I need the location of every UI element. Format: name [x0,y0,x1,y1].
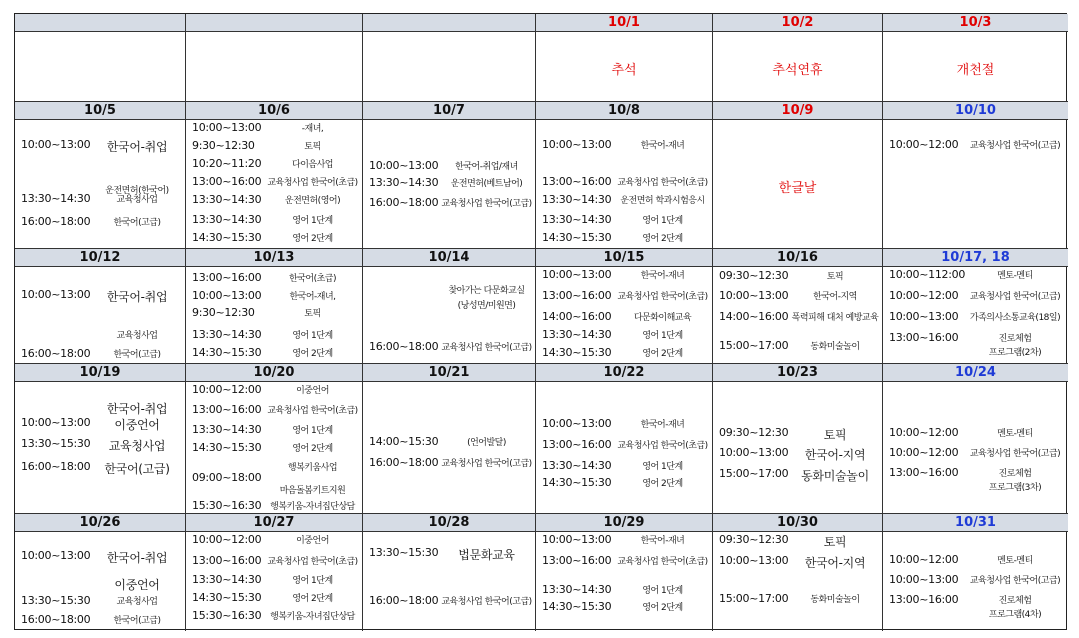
event-time: 13:30~15:30 [369,546,439,559]
day-header: 10/16 [713,249,883,267]
event-name: 교육청사업 한국어(고급) [969,576,1061,586]
event-time: 10:00~112:00 [889,268,966,281]
event-time: 10:00~13:00 [21,138,91,151]
day-header: 10/22 [536,364,713,382]
event-name: 영어 1단계 [292,331,333,341]
day-cell [883,120,1068,249]
day-header: 10/3 [883,14,1068,32]
event-time: 13:00~16:00 [192,554,262,567]
event-time: 13:30~14:30 [21,192,91,205]
event-time: 10:20~11:20 [192,157,262,170]
event-time: 15:00~17:00 [719,339,789,352]
event-time: 10:00~13:00 [21,549,91,562]
event-name: 영어 2단계 [642,349,683,359]
event-time: 09:00~18:00 [192,471,262,484]
event-time: 10:00~13:00 [889,310,959,323]
event-name: 교육청사업 한국어(초급) [267,178,358,188]
event-time: 10:00~13:00 [889,573,959,586]
day-cell [883,267,1068,364]
event-name: 영어 2단계 [292,594,333,604]
day-cell [713,267,883,364]
event-time: 14:00~16:00 [542,310,612,323]
event-name: 한국어-재녀 [640,536,685,546]
event-name: 교육청사업 한국어(초급) [617,292,708,302]
day-header: 10/24 [883,364,1068,382]
day-header: 10/15 [536,249,713,267]
day-header [15,14,186,32]
event-name: 다이음사업 [292,160,333,170]
event-time: 10:00~13:00 [719,289,789,302]
event-time: 13:00~16:00 [889,331,959,344]
event-name: 한국어-지역 [804,448,866,462]
event-time: 13:00~16:00 [192,403,262,416]
event-name: 운전면허(한국어) [105,186,169,196]
event-time: 10:00~12:00 [889,426,959,439]
event-name: 한국어-재녀 [640,420,685,430]
event-time: 13:00~16:00 [889,466,959,479]
event-name: 교육청사업 한국어(고급) [441,597,532,607]
event-time: 10:00~12:00 [889,289,959,302]
day-header: 10/28 [363,514,536,532]
day-header: 10/26 [15,514,186,532]
day-cell [15,267,186,364]
event-name: 프로그램(4차) [988,610,1042,620]
event-name: 한국어(초급) [289,274,336,284]
event-name: 한국어(고급) [113,218,161,228]
event-name: 찾아가는 다문화교실 [448,286,525,296]
day-cell [363,267,536,364]
event-name: 법문화교육 [458,548,515,562]
event-name: 토픽 [304,309,321,319]
event-name: 한국어-재녀 [640,271,685,281]
event-time: 13:30~14:30 [542,213,612,226]
event-name: 진로체험 [998,334,1032,344]
event-name: 교육청사업 한국어(고급) [969,292,1061,302]
event-time: 10:00~13:00 [192,121,262,134]
event-time: 15:00~17:00 [719,592,789,605]
event-time: 16:00~18:00 [369,456,439,469]
day-header: 10/9 [713,102,883,120]
day-header [186,14,363,32]
event-name: 영어 1단계 [642,331,683,341]
event-time: 13:00~16:00 [542,554,612,567]
event-name: (언어발달) [467,438,506,448]
holiday-label: 추석연휴 [772,63,823,78]
event-name: 폭력피해 대처 예방교육 [791,313,879,323]
day-cell [713,120,883,249]
event-time: 15:00~17:00 [719,467,789,480]
event-name: 교육청사업 한국어(초급) [617,178,708,188]
day-cell [536,532,713,631]
day-cell [186,32,363,102]
event-name: 행복키움-자녀집단상담 [270,502,355,512]
day-header: 10/17, 18 [883,249,1068,267]
event-name: 멘토-멘티 [997,271,1033,281]
event-time: 13:00~16:00 [542,175,612,188]
event-time: 10:00~13:00 [21,416,91,429]
event-name: 한국어-취업 [106,402,168,416]
event-name: 한국어-취업 [106,290,168,304]
day-header: 10/31 [883,514,1068,532]
day-cell [363,120,536,249]
event-name: 영어 2단계 [292,234,333,244]
event-time: 14:30~15:30 [542,346,612,359]
event-name: 교육청사업 한국어(고급) [969,449,1061,459]
event-time: 10:00~12:00 [889,553,959,566]
event-name: 교육청사업 [116,195,158,205]
event-name: 다문화이해교육 [633,313,692,323]
event-name: 영어 2단계 [292,444,333,454]
day-header: 10/13 [186,249,363,267]
holiday-label: 한글날 [778,180,817,196]
day-cell [15,532,186,631]
day-cell [883,32,1068,102]
event-name: 동화미술놀이 [810,595,860,605]
event-name: 동화미술놀이 [801,469,869,483]
event-name: 영어 1단계 [292,216,333,226]
event-time: 13:30~15:30 [21,594,91,607]
event-name: 교육청사업 한국어(고급) [441,343,532,353]
event-name: 행복키움사업 [287,463,338,473]
event-time: 10:00~13:00 [542,417,612,430]
event-time: 13:00~16:00 [889,593,959,606]
day-cell [883,382,1068,514]
day-header: 10/7 [363,102,536,120]
event-name: 이중언어 [114,418,160,432]
event-name: 영어 1단계 [292,576,333,586]
event-time: 13:30~14:30 [542,459,612,472]
event-time: 16:00~18:00 [369,340,439,353]
day-cell [15,120,186,249]
event-time: 13:30~14:30 [192,193,262,206]
day-header: 10/21 [363,364,536,382]
event-time: 10:00~13:00 [542,268,612,281]
day-cell [713,32,883,102]
event-time: 13:30~14:30 [542,583,612,596]
event-time: 13:00~16:00 [192,271,262,284]
event-time: 9:30~12:30 [192,139,255,152]
event-name: 교육청사업 [116,597,158,607]
event-time: 16:00~18:00 [369,196,439,209]
day-header: 10/1 [536,14,713,32]
day-header: 10/20 [186,364,363,382]
event-time: 13:30~14:30 [192,213,262,226]
event-time: 10:00~12:00 [192,533,262,546]
event-name: 교육청사업 [108,439,166,453]
event-time: 14:00~15:30 [369,435,439,448]
day-cell [363,532,536,631]
day-cell [536,32,713,102]
day-header: 10/14 [363,249,536,267]
event-name: 가족의사소통교육(18일) [969,313,1061,323]
event-time: 14:00~16:00 [719,310,789,323]
event-time: 10:00~13:00 [542,138,612,151]
event-name: 프로그램(2차) [988,348,1042,358]
event-name: 한국어(고급) [104,462,170,476]
event-name: 이중언어 [296,386,329,396]
event-name: 운전면허 학과시험응시 [620,196,705,206]
event-time: 09:30~12:30 [719,533,789,546]
day-cell [363,32,536,102]
event-name: 교육청사업 한국어(고급) [441,459,532,469]
day-header: 10/5 [15,102,186,120]
event-name: 한국어-재녀, [289,292,336,302]
event-time: 14:30~15:30 [542,600,612,613]
event-time: 09:30~12:30 [719,269,789,282]
day-header: 10/27 [186,514,363,532]
day-cell [713,382,883,514]
day-header: 10/19 [15,364,186,382]
event-name: 토픽 [823,428,847,442]
day-header: 10/10 [883,102,1068,120]
event-time: 16:00~18:00 [21,215,91,228]
day-header: 10/30 [713,514,883,532]
event-name: 마음돌봄키트지원 [279,486,346,496]
day-cell [363,382,536,514]
event-time: 14:30~15:30 [192,441,262,454]
event-time: 10:00~13:00 [719,554,789,567]
event-time: 10:00~12:00 [889,138,959,151]
event-name: 진로체험 [998,596,1032,606]
event-time: 10:00~13:00 [21,288,91,301]
day-cell [15,382,186,514]
event-time: 14:30~15:30 [192,346,262,359]
event-name: 영어 1단계 [642,586,683,596]
event-time: 13:30~14:30 [542,328,612,341]
day-cell [536,382,713,514]
event-time: 16:00~18:00 [21,613,91,626]
event-time: 15:30~16:30 [192,499,262,512]
event-name: 이중언어 [114,578,160,592]
day-cell [536,267,713,364]
event-name: 한국어-취업/재녀 [455,162,518,172]
event-time: 16:00~18:00 [369,594,439,607]
event-time: 10:00~13:00 [369,159,439,172]
event-name: 한국어-재녀 [640,141,685,151]
event-name: 멘토-멘티 [997,556,1033,566]
event-name: 영어 1단계 [292,426,333,436]
event-time: 10:00~12:00 [889,446,959,459]
event-name: 교육청사업 한국어(초급) [617,441,708,451]
event-name: 운전면허(베트남어) [450,179,523,189]
day-header: 10/6 [186,102,363,120]
event-time: 09:30~12:30 [719,426,789,439]
event-time: 13:30~14:30 [192,328,262,341]
day-cell [883,532,1068,631]
day-cell [186,120,363,249]
event-time: 13:00~16:00 [542,289,612,302]
event-name: 토픽 [826,272,844,282]
day-cell [536,120,713,249]
event-time: 13:30~14:30 [192,423,262,436]
event-name: 교육청사업 한국어(초급) [267,406,358,416]
event-name: 프로그램(3차) [988,483,1042,493]
day-cell [186,532,363,631]
event-name: 동화미술놀이 [810,342,860,352]
day-cell [186,267,363,364]
event-time: 16:00~18:00 [21,460,91,473]
event-name: 운전면허(영어) [284,196,341,206]
event-name: 행복키움-자녀집단상담 [270,612,355,622]
event-name: 교육청사업 한국어(고급) [969,141,1061,151]
event-time: 14:30~15:30 [192,231,262,244]
event-name: 한국어-취업 [106,551,168,565]
event-time: 14:30~15:30 [542,476,612,489]
event-name: 이중언어 [296,536,329,546]
event-name: 진로체험 [998,469,1032,479]
event-time: 10:00~13:00 [542,533,612,546]
event-time: 13:30~14:30 [542,193,612,206]
holiday-label: 추석 [611,63,637,78]
event-name: 한국어-지역 [804,556,866,570]
event-name: 토픽 [304,142,321,152]
event-time: 14:30~15:30 [192,591,262,604]
event-time: 10:00~13:00 [719,446,789,459]
event-time: 15:30~16:30 [192,609,262,622]
event-time: 13:00~16:00 [542,438,612,451]
event-name: 한국어-지역 [813,292,857,302]
event-name: (낭성면/미원면) [457,301,516,311]
event-name: 멘토-멘티 [997,429,1033,439]
event-name: 한국어(고급) [113,616,161,626]
day-header: 10/8 [536,102,713,120]
event-name: 영어 1단계 [642,462,683,472]
day-header: 10/2 [713,14,883,32]
event-name: 교육청사업 [116,331,158,341]
event-name: 한국어(고급) [113,350,161,360]
day-header: 10/12 [15,249,186,267]
event-name: 영어 2단계 [292,349,333,359]
day-header: 10/29 [536,514,713,532]
event-name: 교육청사업 한국어(초급) [617,557,708,567]
event-name: 영어 2단계 [642,603,683,613]
event-time: 13:30~14:30 [369,176,439,189]
event-name: 한국어-취업 [106,140,168,154]
day-header: 10/23 [713,364,883,382]
event-time: 13:00~16:00 [192,175,262,188]
calendar-table [14,13,1067,630]
day-cell [186,382,363,514]
holiday-label: 개천절 [956,63,995,78]
event-name: 영어 2단계 [642,234,683,244]
event-name: 영어 2단계 [642,479,683,489]
day-cell [15,32,186,102]
event-time: 10:00~12:00 [192,383,262,396]
event-time: 10:00~13:00 [192,289,262,302]
event-time: 13:30~14:30 [192,573,262,586]
event-name: 교육청사업 한국어(고급) [441,199,532,209]
day-cell [713,532,883,631]
day-header [363,14,536,32]
event-time: 13:30~15:30 [21,437,91,450]
event-name: 교육청사업 한국어(초급) [267,557,358,567]
event-name: 영어 1단계 [642,216,683,226]
event-time: 16:00~18:00 [21,347,91,360]
event-time: 9:30~12:30 [192,306,255,319]
event-name: -재녀, [301,124,324,134]
event-time: 14:30~15:30 [542,231,612,244]
event-name: 토픽 [823,535,847,549]
